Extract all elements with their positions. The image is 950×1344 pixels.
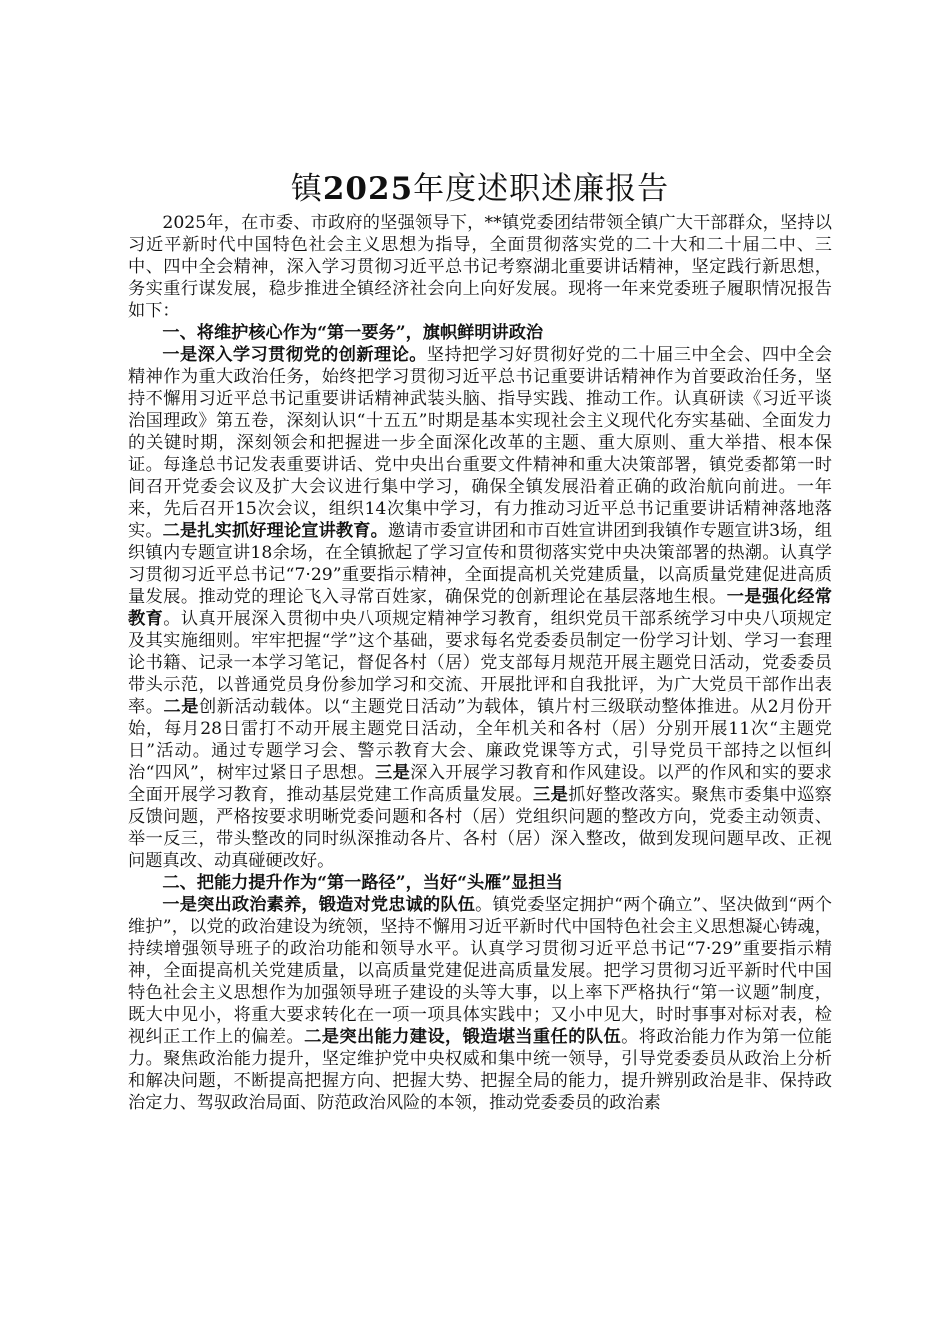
section-2-point-1-text: 。镇党委坚定拥护“两个确立”、坚决做到“两个维护”，以党的政治建设为统领，坚持不懈用习近平新时代中国特色社会主义思想凝心铸魂，持续增强领导班子的政治功能和领导水平。认真学习贯彻习近平总书记“7·29”重要指示精神，全面提高机关党建质量，以高质量党建促进高质量发展。把学习贯彻习近平新时代中国特色社会主义思想作为加强领导班子建设的头等大事，以上率下严格执行“第一议题”制度，既大中见小，将重大要求转化在一项一项具体实践中；又小中见大，时时事事对标对表，检视纠正工作上的偏差。 <box>128 895 832 1047</box>
section-1-paragraph <box>128 344 832 872</box>
section-2-heading: 二、把能力提升作为“第一路径”，当好“头雁”显担当 <box>162 873 563 893</box>
section-2-paragraph <box>128 894 832 1114</box>
section-2-point-2-text: 。将政治能力作为第一位能力。聚焦政治能力提升，坚定维护党中央权威和集中统一领导，引导党委委员从政治上分析和解决问题，不断提高把握方向、把握大势、把握全局的能力，提升辨别政治是非、保持政治定力、驾驭政治局面、防范政治风险的本领，推动党委委员的政治素 <box>128 1027 832 1113</box>
section-1-heading: 一、将维护核心作为“第一要务”，旗帜鲜明讲政治 <box>162 323 544 343</box>
document-title <box>128 168 832 212</box>
section-1-point-6-text: 抓好整改落实。聚焦市委集中巡察反馈问题，严格按要求明晰党委问题和各村（居）党组织问题的整改方向，党委主动领责、举一反三，带头整改的同时纵深推动各片、各村（居）深入整改，做到发现问题早改、正视问题真改、动真碰硬改好。 <box>128 785 832 871</box>
section-1-point-4-lead: 二是 <box>163 697 199 717</box>
section-1-point-3-text: 。认真开展深入贯彻中央八项规定精神学习教育，组织党员干部系统学习中央八项规定及其实施细则。牢牢把握“学”这个基础，要求每名党委委员制定一份学习计划、学习一套理论书籍、记录一本学习笔记，督促各村（居）党支部每月规范开展主题党日活动，党委委员带头示范，以普通党员身份参加学习和交流、开展批评和自我批评，为广大党员干部作出表率。 <box>128 609 832 717</box>
section-1-point-5-text: 深入开展学习教育和作风建设。以严的作风和实的要求全面开展学习教育，推动基层党建工作高质量发展。 <box>128 763 832 805</box>
section-1-point-5-lead: 三是 <box>375 763 411 783</box>
title-prefix: 镇 <box>290 171 323 207</box>
section-2-point-2-lead: 二是突出能力建设，锻造堪当重任的队伍 <box>304 1027 622 1047</box>
section-1-point-2-lead: 二是扎实抓好理论宣讲教育。 <box>162 521 388 541</box>
document-page <box>128 168 832 1114</box>
section-1-point-1-text: 坚持把学习好贯彻好党的二十届三中全会、四中全会精神作为重大政治任务，始终把学习贯彻习近平总书记重要讲话精神作为首要政治任务，坚持不懈用习近平总书记重要讲话精神武装头脑、指导实践、推动工作。认真研读《习近平谈治国理政》第五卷，深刻认识“十五五”时期是基本实现社会主义现代化夯实基础、全面发力的关键时期，深刻领会和把握进一步全面深化改革的主题、重大原则、重大举措、根本保证。每逢总书记发表重要讲话、党中央出台重要文件精神和重大决策部署，镇党委都第一时间召开党委会议及扩大会议进行集中学习，确保全镇发展沿着正确的政治航向前进。一年来，先后召开15次会议，组织14次集中学习，有力推动习近平总书记重要讲话精神落地落实。 <box>128 345 832 541</box>
section-1-point-6-lead: 三是 <box>533 785 569 805</box>
section-1-point-3-lead: 一是强化经常教育 <box>128 587 832 629</box>
title-suffix: 年度述职述廉报告 <box>413 171 670 207</box>
section-1-point-2-text: 邀请市委宣讲团和市百姓宣讲团到我镇作专题宣讲3场，组织镇内专题宣讲18余场，在全镇掀起了学习宣传和贯彻落实党中央决策部署的热潮。认真学习贯彻习近平总书记“7·29”重要指示精神，全面提高机关党建质量，以高质量党建促进高质量发展。推动党的理论飞入寻常百姓家，确保党的创新理论在基层落地生根。 <box>128 521 832 607</box>
section-1-point-4-text: 创新活动载体。以“主题党日活动”为载体，镇片村三级联动整体推进。从2月份开始，每月28日雷打不动开展主题党日活动，全年机关和各村（居）分别开展11次“主题党日”活动。通过专题学习会、警示教育大会、廉政党课等方式，引导党员干部持之以恒纠治“四风”，树牢过紧日子思想。 <box>128 697 832 783</box>
section-1-point-1-lead: 一是深入学习贯彻党的创新理论。 <box>162 345 427 365</box>
section-2-point-1-lead: 一是突出政治素养，锻造对党忠诚的队伍 <box>162 895 476 915</box>
title-year: 2025 <box>322 171 414 207</box>
intro-paragraph: 2025年，在市委、市政府的坚强领导下，**镇党委团结带领全镇广大干部群众，坚持以习近平新时代中国特色社会主义思想为指导，全面贯彻落实党的二十大和二十届二中、三中、四中全会精神，深入学习贯彻习近平总书记考察湖北重要讲话精神，坚定践行新思想，务实重行谋发展，稳步推进全镇经济社会向上向好发展。现将一年来党委班子履职情况报告如下： <box>128 213 832 321</box>
